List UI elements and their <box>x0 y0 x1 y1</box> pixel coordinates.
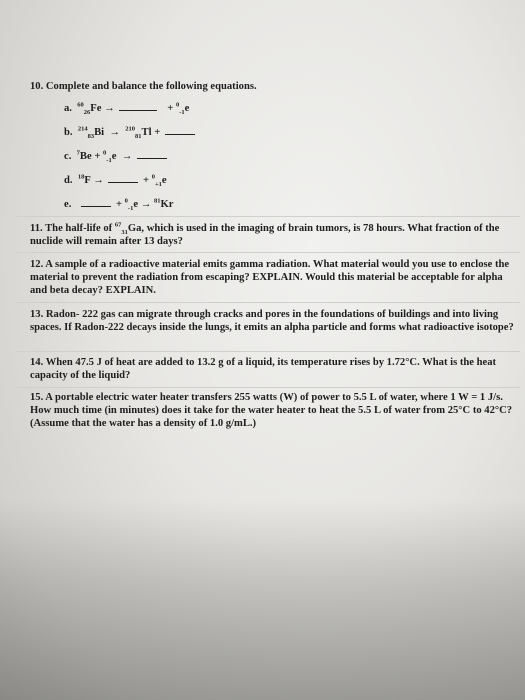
equation-b: b. $^{214}_{83}$Bi → $^{210}_{81}$Tl + <box>64 126 197 139</box>
equation-a: a. $^{60}_{26}$Fe → + $^0_{-1}$e <box>64 101 190 117</box>
equation-c: c. $^7$Be + $^0_{-1}$e → <box>64 150 169 163</box>
equation-d: d. $^{18}$F → + $^0_{+1}$e <box>64 173 167 189</box>
blank-c[interactable] <box>137 158 167 159</box>
question-12: 12. A sample of a radioactive material emits gamma radiation. What material would you use to enclose the material to prevent the radiation from escaping? EXPLAIN. Would this material be acceptable for alpha and beta decay? EXPLAIN. <box>30 259 510 296</box>
question-10-title: 10. Complete and balance the following equations. <box>30 81 257 92</box>
blank-d[interactable] <box>108 182 138 183</box>
blank-b[interactable] <box>165 134 195 135</box>
divider <box>16 252 520 253</box>
photo-shadow <box>0 500 525 700</box>
blank-a[interactable] <box>119 110 157 111</box>
question-15: 15. A portable electric water heater transfers 255 watts (W) of power to 5.5 L of water, where 1 W = 1 J/s. How much time (in minutes) does it take for the water heater to heat the 5.5 L of water from 25°C to 42°C? (Assume that the water has a density of 1.0 g/mL.) <box>30 392 513 429</box>
divider <box>16 387 520 388</box>
blank-e[interactable] <box>81 206 111 207</box>
divider <box>16 302 520 303</box>
question-14: 14. When 47.5 J of heat are added to 13.2 g of a liquid, its temperature rises by 1.72°C. What is the heat capacity of the liquid? <box>30 357 497 381</box>
question-11: 11. The half-life of $^{67}_{31}$Ga, which is used in the imaging of brain tumors, is 78 hours. What fraction of the nuclide will remain after 13 days? <box>30 221 500 247</box>
equation-e: e. + $^0_{-1}$e → $^{81}$Kr <box>64 197 174 213</box>
divider <box>16 351 520 352</box>
question-13: 13. Radon- 222 gas can migrate through cracks and pores in the foundations of buildings and into living spaces. If Radon-222 decays inside the lungs, it emits an alpha particle and forms what radioactive isotope? <box>30 309 514 333</box>
divider <box>16 216 520 217</box>
